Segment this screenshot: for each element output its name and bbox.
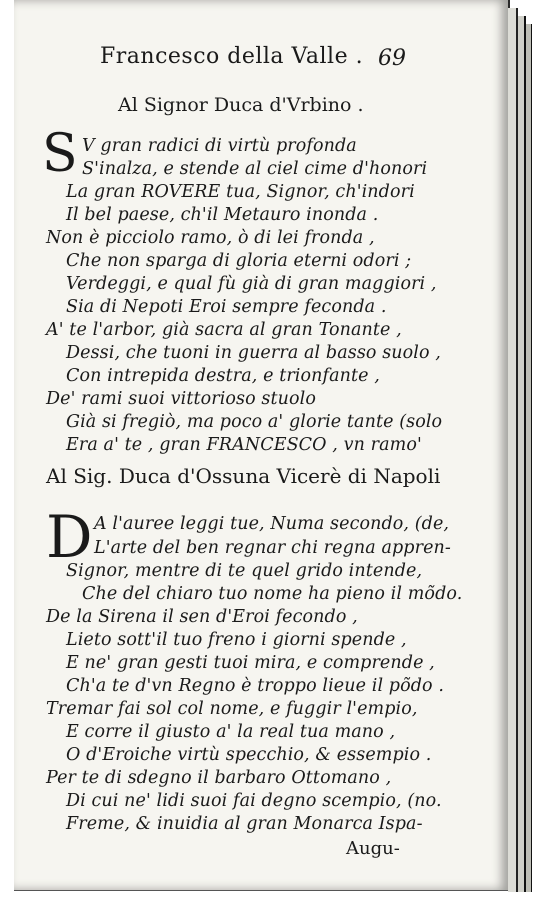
verse-line: A l'auree leggi tue, Numa secondo, (de, — [94, 514, 450, 534]
running-head: Francesco della Valle . — [100, 44, 364, 69]
sonnet-2-title: Al Sig. Duca d'Ossuna Vicerè di Napoli — [46, 464, 441, 488]
verse-line: V gran radici di virtù profonda — [82, 136, 357, 156]
drop-cap: S — [42, 124, 78, 184]
verse-line: E ne' gran gesti tuoi mira, e comprende , — [66, 653, 435, 673]
verse-line: Era a' te , gran FRANCESCO , vn ramo' — [66, 435, 422, 455]
sonnet-1-title: Al Signor Duca d'Vrbino . — [118, 94, 364, 116]
verse-line: Signor, mentre di te quel grido intende, — [66, 561, 423, 581]
verse-line: E corre il giusto a' la real tua mano , — [66, 722, 396, 742]
verse-line: Con intrepida destra, e trionfante , — [66, 366, 380, 386]
page-number: 69 — [378, 46, 406, 71]
verse-line: De' rami suoi vittorioso stuolo — [46, 389, 316, 409]
drop-cap: D — [46, 503, 93, 571]
verse-line: Verdeggi, e qual fù già di gran maggiori , — [66, 274, 437, 294]
verse-line: Lieto sott'il tuo freno i giorni spende , — [66, 630, 407, 650]
verse-line: Che del chiaro tuo nome ha pieno il mõdo. — [82, 584, 463, 604]
verse-line: De la Sirena il sen d'Eroi fecondo , — [46, 607, 358, 627]
catchword: Augu- — [346, 838, 400, 859]
verse-line: Per te di sdegno il barbaro Ottomano , — [46, 768, 392, 788]
verse-line: Che non sparga di gloria eterni odori ; — [66, 251, 412, 271]
verse-line: L'arte del ben regnar chi regna appren- — [94, 538, 451, 558]
verse-line: Di cui ne' lidi suoi fai degno scempio, (no. — [66, 791, 442, 811]
verse-line: Ch'a te d'vn Regno è troppo lieue il põdo . — [66, 676, 445, 696]
verse-line: S'inalza, e stende al ciel cime d'honori — [82, 159, 428, 179]
verse-line: Dessi, che tuoni in guerra al basso suolo , — [66, 343, 441, 363]
verse-line: O d'Eroiche virtù specchio, & essempio . — [66, 745, 432, 765]
page-edge — [518, 16, 526, 892]
page-edge — [508, 8, 518, 892]
verse-line: Non è picciolo ramo, ò di lei fronda , — [46, 228, 375, 248]
verse-line: Sia di Nepoti Eroi sempre feconda . — [66, 297, 387, 317]
verse-line: La gran ROVERE tua, Signor, ch'indori — [66, 182, 415, 202]
verse-line: Già si fregiò, ma poco a' glorie tante (solo — [66, 412, 443, 432]
verse-line: Tremar fai sol col nome, e fuggir l'empio, — [46, 699, 418, 719]
page-edge — [526, 24, 532, 892]
verse-line: Il bel paese, ch'il Metauro inonda . — [66, 205, 379, 225]
verse-line: Freme, & inuidia al gran Monarca Ispa- — [66, 814, 423, 834]
verse-line: A' te l'arbor, già sacra al gran Tonante , — [46, 320, 402, 340]
